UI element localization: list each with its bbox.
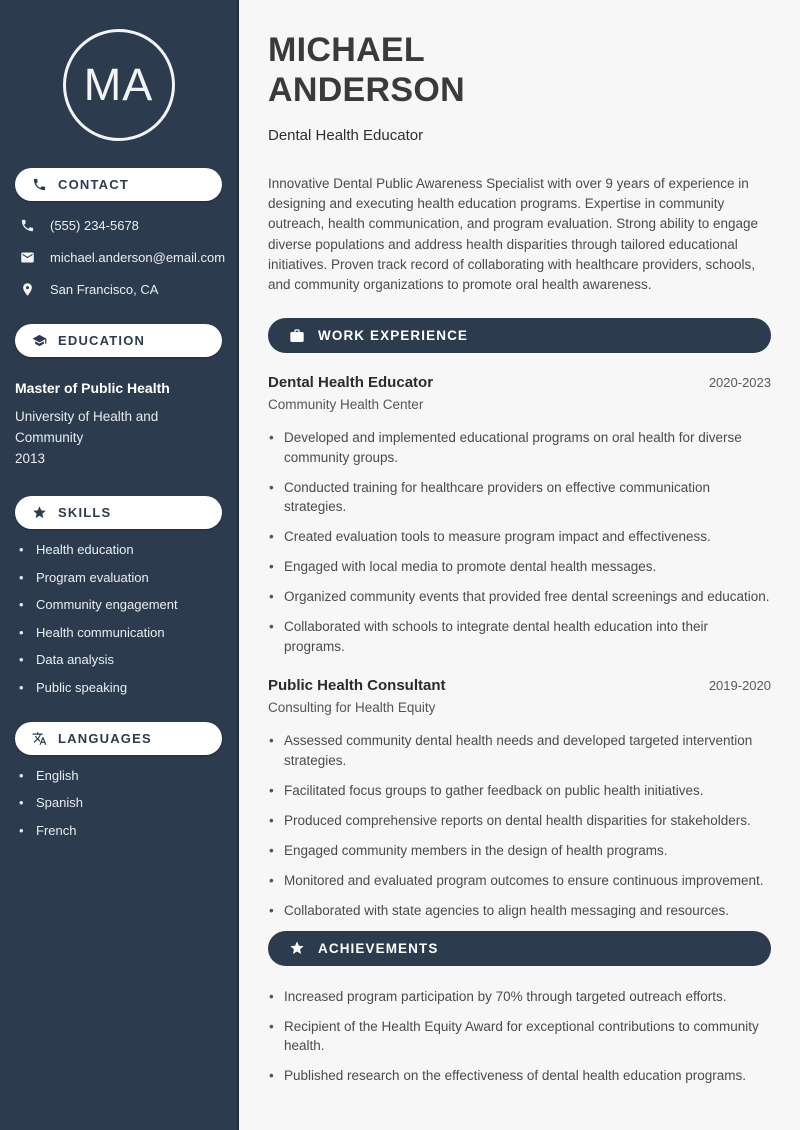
job-bullet: • Assessed community dental health needs and developed targeted intervention strategies. [268,731,771,770]
achievements-section-title: ACHIEVEMENTS [318,940,439,956]
skill-item: • Community engagement [17,597,222,612]
education-entry [15,378,222,469]
job-bullet: • Facilitated focus groups to gather feedback on public health initiatives. [268,781,771,801]
job-company: Community Health Center [268,397,424,413]
achievements-list [268,987,771,1086]
skill-item: • Public speaking [17,680,222,695]
sidebar [0,0,239,1130]
education-year: 2013 [15,451,46,466]
language-item: • Spanish [17,795,222,810]
contact-email-value: michael.anderson@email.com [50,250,226,265]
work-experience-section-title: WORK EXPERIENCE [318,328,469,344]
job-entry [268,677,771,920]
job-bullet: • Engaged with local media to promote dental health messages. [268,557,771,577]
skill-item: • Program evaluation [17,570,222,585]
achievement-bullet: • Recipient of the Health Equity Award for exceptional contributions to community health. [268,1017,771,1056]
work-experience-section-header [268,318,771,353]
job-entry [268,374,771,656]
skills-section-title: SKILLS [58,505,112,520]
contact-section-header [15,168,222,201]
education-school: University of Health and Community [15,409,159,445]
job-header [268,374,771,391]
job-title: Dental Health Educator [268,374,434,392]
contact-list [0,218,237,297]
location-pin-icon [20,282,35,297]
contact-location-row [20,282,222,297]
achievement-bullet: • Increased program participation by 70% through targeted outreach efforts. [268,987,771,1007]
job-bullet-list [268,731,771,920]
star-icon [289,940,305,956]
contact-email-row [20,250,226,265]
phone-icon [32,177,47,192]
candidate-name [268,30,771,110]
skill-item: • Health education [17,542,222,557]
languages-list [17,768,222,838]
contact-phone-row [20,218,222,233]
education-section-title: EDUCATION [58,333,146,348]
candidate-name-line1: MICHAEL [268,31,425,69]
job-dates: 2020-2023 [708,375,771,391]
job-bullet: • Monitored and evaluated program outcomes to ensure continuous improvement. [268,871,771,891]
languages-section-title: LANGUAGES [58,730,152,746]
candidate-job-title: Dental Health Educator [268,127,424,144]
mail-icon [20,250,35,265]
skill-item: • Health communication [17,625,222,640]
job-bullet: • Collaborated with state agencies to align health messaging and resources. [268,901,771,921]
job-bullet: • Created evaluation tools to measure program impact and effectiveness. [268,527,771,547]
job-title: Public Health Consultant [268,677,446,695]
summary-paragraph: Innovative Dental Public Awareness Specialist with over 9 years of experience in designing and executing health education programs. Expertise in community outreach, health communication, and program evaluation. Strong ability to engage diverse populations and address health disparities through tailored educational initiatives. Proven track record of collaborating with healthcare providers, schools, and community organizations to promote oral health awareness. [268,176,759,293]
language-item: • French [17,823,222,838]
briefcase-icon [289,328,305,344]
skill-item: • Data analysis [17,652,222,667]
avatar [63,29,175,141]
avatar-initials: MA [83,59,154,110]
phone-icon [20,218,35,233]
main-content [239,0,800,1130]
candidate-name-line2: ANDERSON [268,71,465,109]
translate-icon [32,731,47,746]
language-item: • English [17,768,222,783]
job-bullet: • Engaged community members in the design of health programs. [268,841,771,861]
education-degree: Master of Public Health [15,380,170,396]
contact-section-title: CONTACT [58,177,129,192]
job-company: Consulting for Health Equity [268,700,436,716]
skills-section-header [15,496,222,529]
job-bullet: • Conducted training for healthcare providers on effective communication strategies. [268,478,771,517]
contact-phone-value: (555) 234-5678 [50,218,139,233]
job-bullet: • Produced comprehensive reports on dental health disparities for stakeholders. [268,811,771,831]
achievements-section-header [268,931,771,966]
languages-section-header [15,722,222,755]
job-bullet: • Collaborated with schools to integrate dental health education into their programs. [268,617,771,656]
achievement-bullet: • Published research on the effectiveness of dental health education programs. [268,1066,771,1086]
education-section-header [15,324,222,357]
job-dates: 2019-2020 [708,678,771,694]
job-bullet: • Developed and implemented educational programs on oral health for diverse community groups. [268,428,771,467]
contact-location-value: San Francisco, CA [50,282,159,297]
star-icon [32,505,47,520]
job-header [268,677,771,694]
skills-list [17,542,222,695]
graduation-cap-icon [32,333,47,348]
job-bullet: • Organized community events that provided free dental screenings and education. [268,587,771,607]
job-bullet-list [268,428,771,656]
